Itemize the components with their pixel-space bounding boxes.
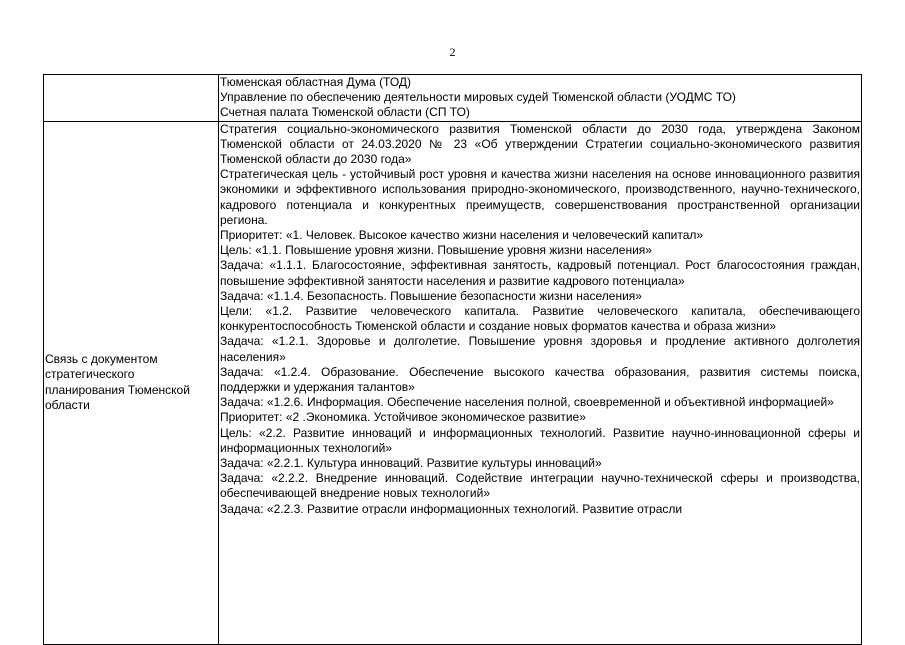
table-row <box>44 75 862 122</box>
body-line: Счетная палата Тюменской области (СП ТО) <box>220 105 470 120</box>
strategy-link-label: Связь с документом стратегического планирования Тюменской области <box>44 121 219 644</box>
row-label-cell <box>44 75 219 122</box>
priority-paragraph: Приоритет: «2 .Экономика. Устойчивое экономическое развитие» <box>220 410 586 425</box>
task-paragraph-truncated: Задача: «2.2.3. Развитие отрасли информационных технологий. Развитие отрасли <box>220 501 683 515</box>
task-paragraph: Задача: «1.1.1. Благосостояние, эффективная занятость, кадровый потенциал. Рост благосостояния граждан, повышение эффективной занятости населения и развитие кадрового потенциала» <box>220 258 860 288</box>
body-line: Управление по обеспечению деятельности мировых судей Тюменской области (УОДМС ТО) <box>220 90 736 105</box>
priority-paragraph: Приоритет: «1. Человек. Высокое качество жизни населения и человеческий капитал» <box>220 228 704 243</box>
task-paragraph: Задача: «2.2.2. Внедрение инноваций. Содействие интеграции научно-технической сферы и производства, обеспечивающей внедрение новых технологий» <box>220 471 860 501</box>
body-line: Тюменская областная Дума (ТОД) <box>220 75 412 89</box>
page-number: 2 <box>449 45 456 59</box>
goal-paragraph: Цель: «2.2. Развитие инноваций и информационных технологий. Развитие научно-инновационной сферы и информационных технологий» <box>220 425 860 455</box>
task-paragraph: Задача: «1.2.6. Информация. Обеспечение населения полной, своевременной и объективной информацией» <box>220 395 834 410</box>
table-row <box>44 121 862 644</box>
task-paragraph: Задача: «1.1.4. Безопасность. Повышение безопасности жизни населения» <box>220 288 642 303</box>
strategy-paragraph: Стратегия социально-экономического развития Тюменской области до 2030 года, утверждена Законом Тюменской области от 24.03.2020 № 23 «Об утверждении Стратегии социально-экономического развития Тюменской области до 2030 года» <box>220 121 860 167</box>
goal-paragraph: Цели: «1.2. Развитие человеческого капитала. Развитие человеческого капитала, обеспечивающего конкурентоспособность Тюменской области и создание новых форматов качества и образа жизни» <box>220 304 860 334</box>
strategy-link-content <box>219 121 862 644</box>
task-paragraph: Задача: «1.2.4. Образование. Обеспечение высокого качества образования, развития системы поиска, поддержки и удержания талантов» <box>220 364 860 395</box>
goal-paragraph: Цель: «1.1. Повышение уровня жизни. Повышение уровня жизни населения» <box>220 243 652 258</box>
task-paragraph: Задача: «1.2.1. Здоровье и долголетие. Повышение уровня здоровья и продление активного долголетия населения» <box>220 334 860 364</box>
passport-table <box>43 74 862 645</box>
responsible-bodies-cell <box>219 75 862 122</box>
strategic-goal-paragraph: Стратегическая цель - устойчивый рост уровня и качества жизни населения на основе инновационного развития экономики и эффективного использования природно-экономического, производственного, научно-технического, кадрового потенциала и конкурентных преимуществ, совершенствования пространственной организации региона. <box>220 167 860 227</box>
task-paragraph: Задача: «2.2.1. Культура инноваций. Развитие культуры инноваций» <box>220 456 602 471</box>
